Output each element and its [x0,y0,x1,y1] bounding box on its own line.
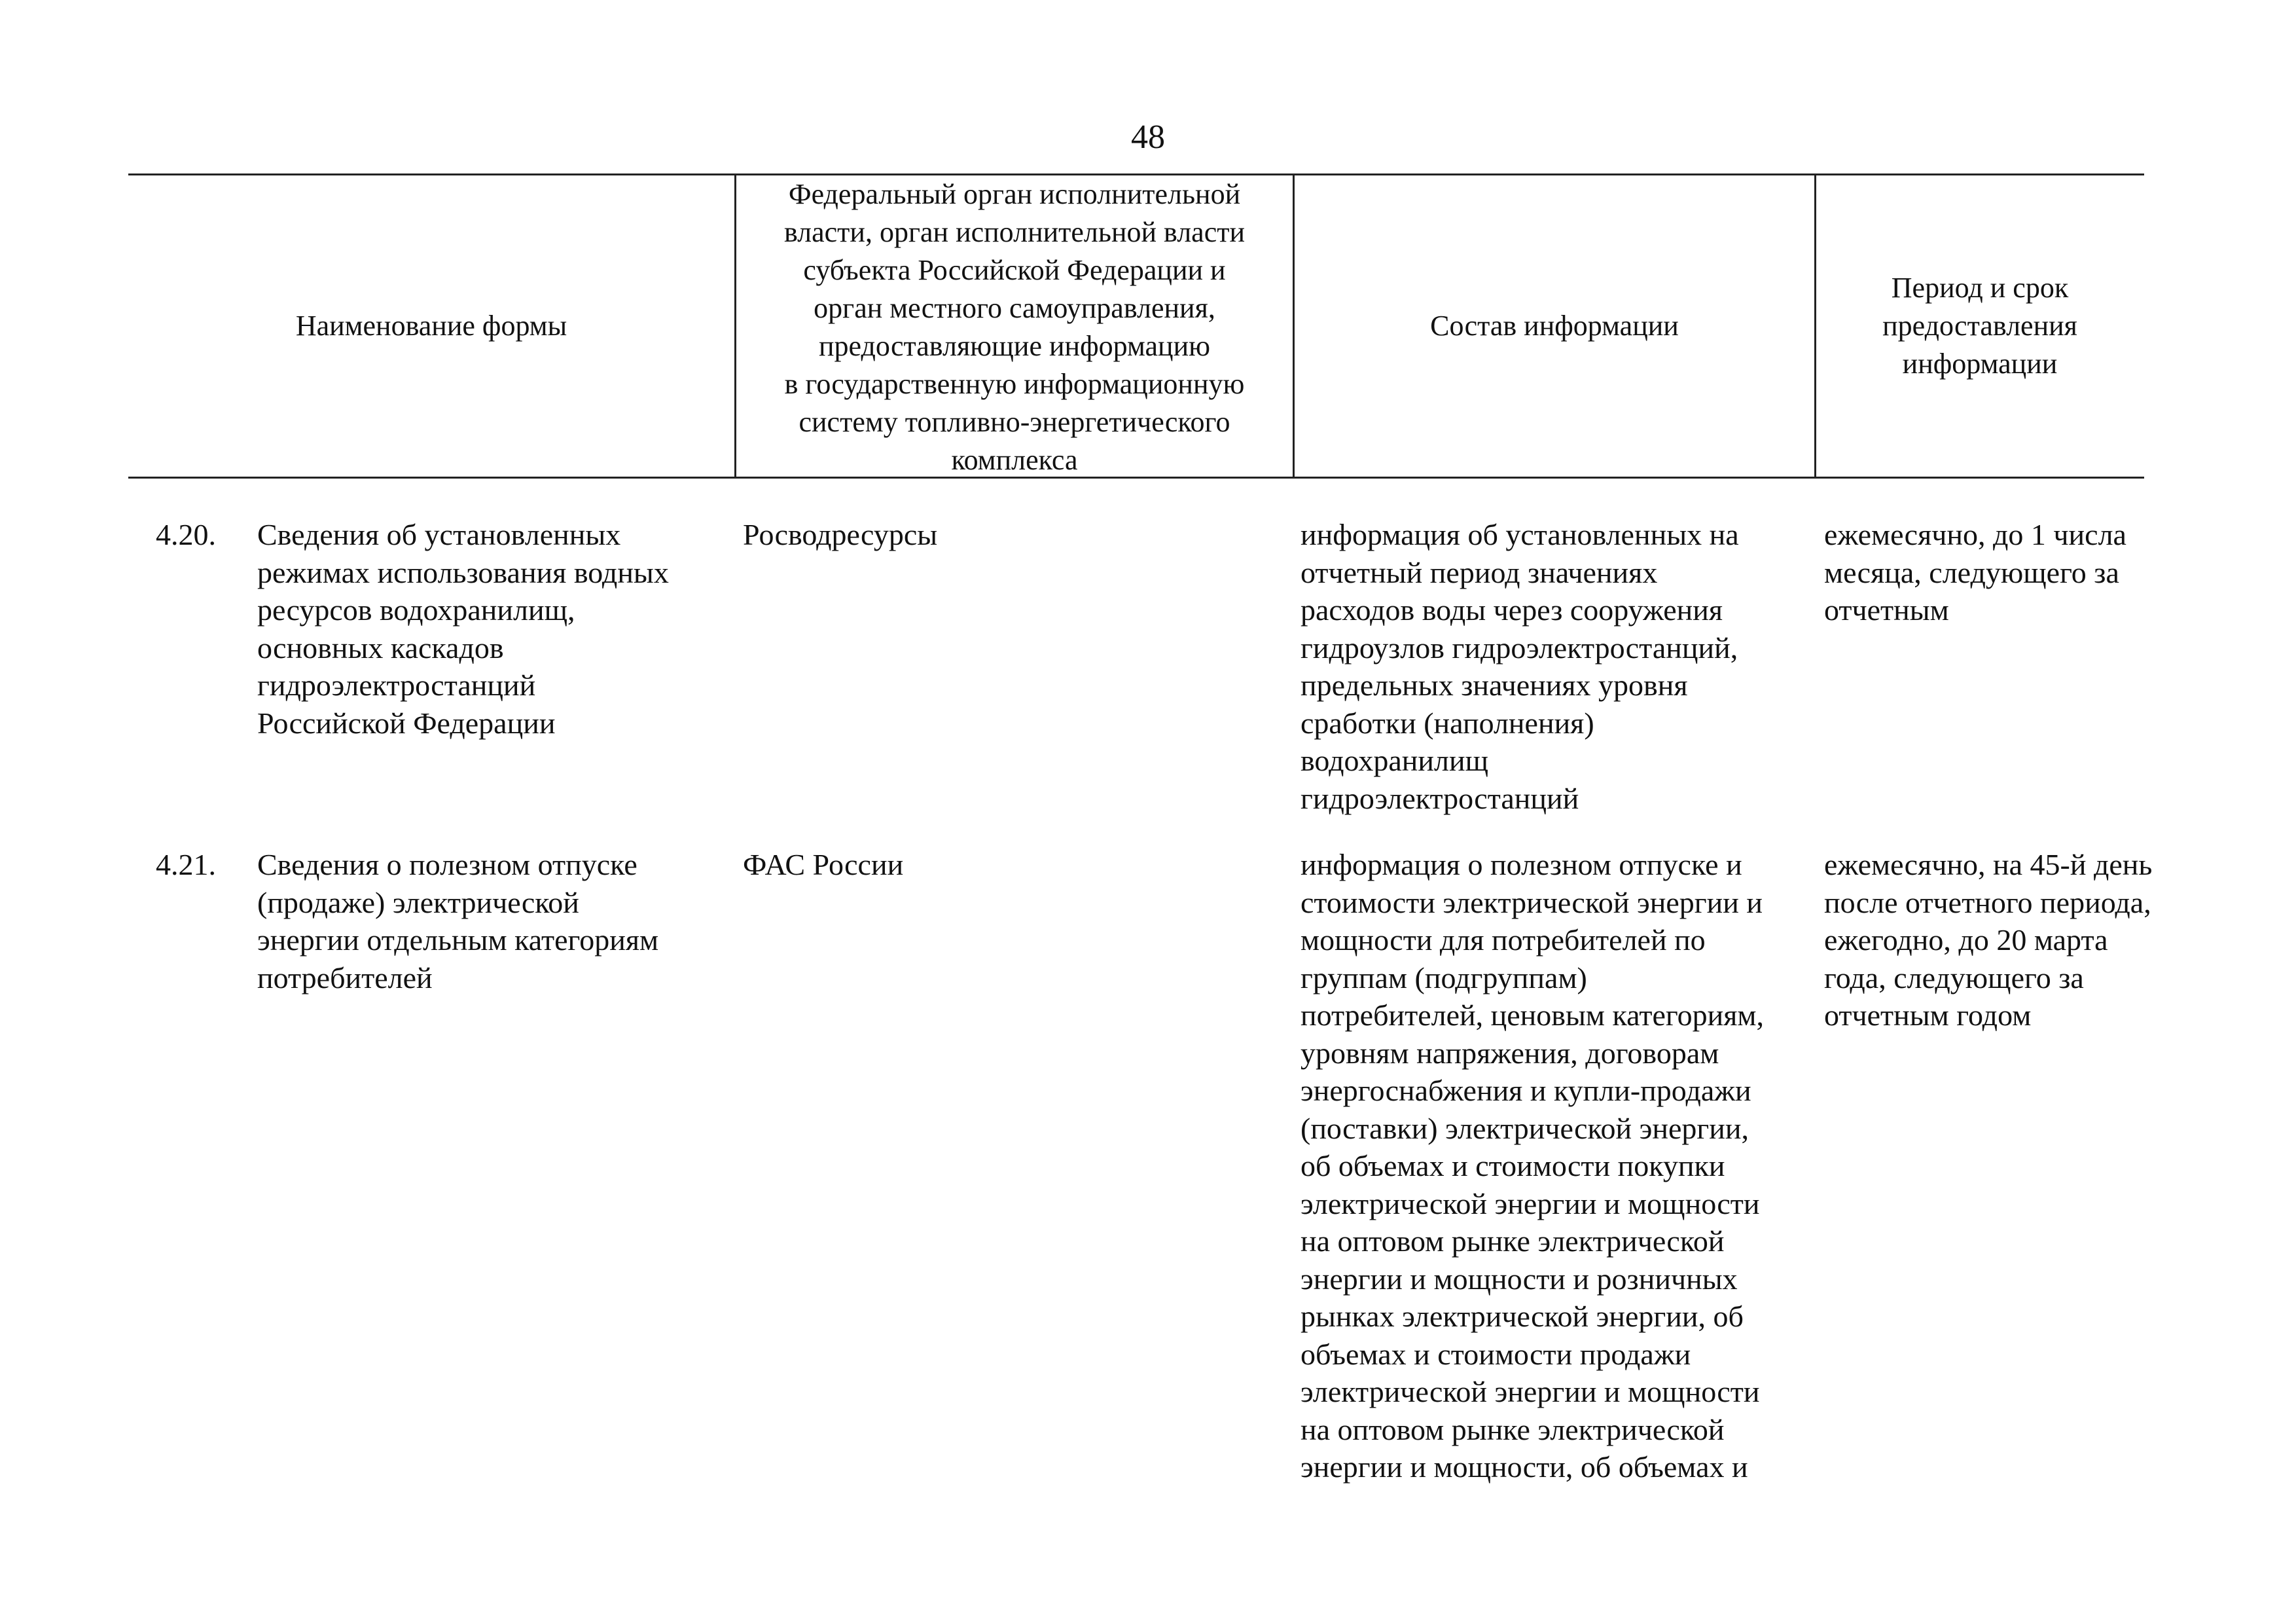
header-authority-line: субъекта Российской Федерации и [803,254,1226,286]
header-authority [736,175,1293,477]
page-number: 48 [1131,119,1165,156]
header-authority-line: предоставляющие информацию [818,330,1210,362]
row-number: 4.21. [156,848,216,881]
header-authority-line: в государственную информационную [784,368,1245,400]
header-period-line: информации [1902,348,2058,380]
header-form-name [128,175,734,477]
row-form-name: Сведения о полезном отпуске (продаже) электрической энергии отдельным категориям потребителей [257,848,659,994]
row-form-name: Сведения об установленных режимах использования водных ресурсов водохранилищ, основных каскадов гидроэлектростанций Российской Федерации [257,518,669,740]
row-authority: ФАС России [743,848,904,881]
header-period-line: предоставления [1882,310,2077,342]
header-authority-line: власти, орган исполнительной власти [783,216,1246,248]
header-authority-line: Федеральный орган исполнительной [788,178,1241,210]
header-authority-line: систему топливно-энергетического [798,406,1230,438]
header-info-composition [1295,175,1814,477]
row-info: информация о полезном отпуске и стоимости электрической энергии и мощности для потребителей по группам (подгруппам) потребителей, ценовым категориям, уровням напряжения, договорам энергоснабжения и купли-продажи (поставки) электрической энергии, об объемах и стоимости покупки электрической энергии и мощности на оптовом рынке электрической энергии и мощности и розничных рынках электрической энергии, об объемах и стоимости продажи электрической энергии и мощности на оптовом рынке электрической энергии и мощности, об объемах и [1300,848,1765,1484]
row-period: ежемесячно, на 45-й день после отчетного периода, ежегодно, до 20 марта года, следующего за отчетным годом [1824,848,2153,1032]
row-authority: Росводресурсы [743,518,938,551]
header-authority-line: орган местного самоуправления, [814,292,1215,324]
header-form-name-text: Наименование формы [295,310,567,342]
header-period-line: Период и срок [1891,272,2069,304]
row-info: информация об установленных на отчетный период значениях расходов воды через сооружения гидроузлов гидроэлектростанций, предельных значениях уровня сработки (наполнения) водохранилищ гидроэлектростанций [1300,518,1739,815]
header-info-composition-text: Состав информации [1430,310,1679,342]
header-period [1816,175,2144,477]
row-number: 4.20. [156,518,216,551]
row-period: ежемесячно, до 1 числа месяца, следующего за отчетным [1824,518,2126,627]
header-authority-line: комплекса [951,444,1078,476]
